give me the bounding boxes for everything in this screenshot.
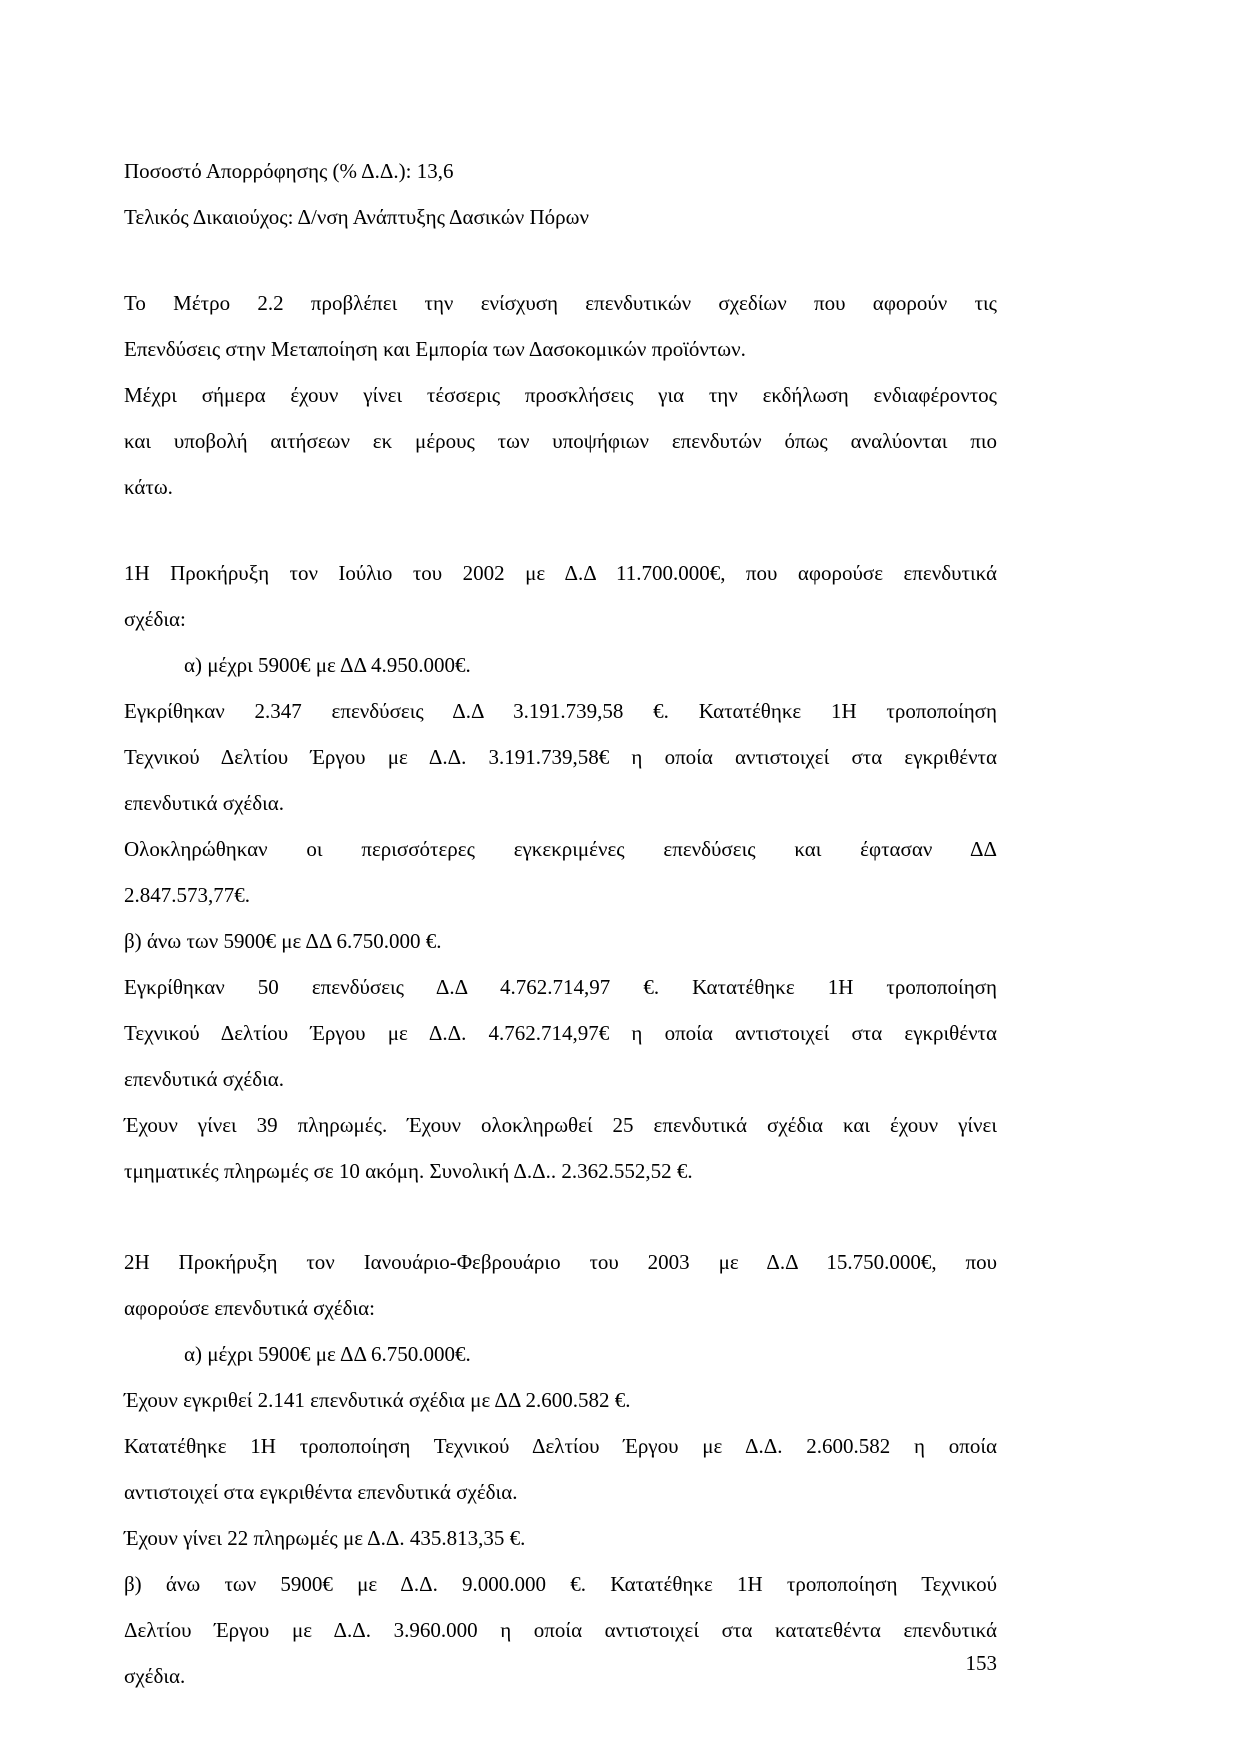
text-line: σχέδια: <box>124 607 186 631</box>
absorption-rate: Ποσοστό Απορρόφησης (% Δ.Δ.): 13,6 <box>124 159 454 183</box>
spacer <box>124 240 997 280</box>
text-line: σχέδια. <box>124 1664 186 1688</box>
text-line: 1Η Προκήρυξη τον Ιούλιο του 2002 με Δ.Δ 11.700.000€, που αφορούσε επενδυτικά <box>124 561 997 585</box>
text-line: επενδυτικά σχέδια. <box>124 1067 285 1091</box>
text-line: Ολοκληρώθηκαν οι περισσότερες εγκεκριμένες επενδύσεις και έφτασαν ΔΔ <box>124 837 997 861</box>
text-line: και υποβολή αιτήσεων εκ μέρους των υποψήφιων επενδυτών όπως αναλύονται πιο <box>124 429 997 453</box>
text-line: Εγκρίθηκαν 2.347 επενδύσεις Δ.Δ 3.191.739,58 €. Κατατέθηκε 1Η τροποποίηση <box>124 699 997 723</box>
text-line: 2.847.573,77€. <box>124 883 250 907</box>
text-line: επενδυτικά σχέδια. <box>124 791 285 815</box>
text-line: Έχουν γίνει 22 πληρωμές με Δ.Δ. 435.813,35 €. <box>124 1526 526 1550</box>
subsection-title: α) μέχρι 5900€ με ΔΔ 4.950.000€. <box>184 653 471 677</box>
spacer <box>124 1194 997 1239</box>
text-line: Επενδύσεις στην Μεταποίηση και Εμπορία των Δασοκομικών προϊόντων. <box>124 337 746 361</box>
text-line: Δελτίου Έργου με Δ.Δ. 3.960.000 η οποία αντιστοιχεί στα κατατεθέντα επενδυτικά <box>124 1618 997 1642</box>
subsection-title: β) άνω των 5900€ με ΔΔ 6.750.000 €. <box>124 929 442 953</box>
text-line: τμηματικές πληρωμές σε 10 ακόμη. Συνολική Δ.Δ.. 2.362.552,52 €. <box>124 1159 693 1183</box>
text-line: Κατατέθηκε 1Η τροποποίηση Τεχνικού Δελτίου Έργου με Δ.Δ. 2.600.582 η οποία <box>124 1434 997 1458</box>
text-line: Το Μέτρο 2.2 προβλέπει την ενίσχυση επενδυτικών σχεδίων που αφορούν τις <box>124 291 997 315</box>
intro-paragraph <box>124 280 997 510</box>
final-beneficiary: Τελικός Δικαιούχος: Δ/νση Ανάπτυξης Δασικών Πόρων <box>124 205 589 229</box>
text-line: Εγκρίθηκαν 50 επενδύσεις Δ.Δ 4.762.714,97 €. Κατατέθηκε 1Η τροποποίηση <box>124 975 997 999</box>
spacer <box>124 510 997 550</box>
text-line: αφορούσε επενδυτικά σχέδια: <box>124 1296 375 1320</box>
subsection-title: α) μέχρι 5900€ με ΔΔ 6.750.000€. <box>184 1342 471 1366</box>
text-line: Τεχνικού Δελτίου Έργου με Δ.Δ. 4.762.714,97€ η οποία αντιστοιχεί στα εγκριθέντα <box>124 1021 997 1045</box>
text-line: 2Η Προκήρυξη τον Ιανουάριο-Φεβρουάριο του 2003 με Δ.Δ 15.750.000€, που <box>124 1250 997 1274</box>
text-line: Μέχρι σήμερα έχουν γίνει τέσσερις προσκλήσεις για την εκδήλωση ενδιαφέροντος <box>124 383 997 407</box>
text-line: κάτω. <box>124 475 173 499</box>
text-line: Έχουν εγκριθεί 2.141 επενδυτικά σχέδια με ΔΔ 2.600.582 €. <box>124 1388 631 1412</box>
document-body <box>124 148 997 1699</box>
first-call-section <box>124 550 997 1194</box>
second-call-section <box>124 1239 997 1699</box>
text-line: Έχουν γίνει 39 πληρωμές. Έχουν ολοκληρωθεί 25 επενδυτικά σχέδια και έχουν γίνει <box>124 1113 997 1137</box>
page-number: 153 <box>965 1651 997 1675</box>
text-line: Τεχνικού Δελτίου Έργου με Δ.Δ. 3.191.739,58€ η οποία αντιστοιχεί στα εγκριθέντα <box>124 745 997 769</box>
text-line: β) άνω των 5900€ με Δ.Δ. 9.000.000 €. Κατατέθηκε 1Η τροποποίηση Τεχνικού <box>124 1572 997 1596</box>
text-line: αντιστοιχεί στα εγκριθέντα επενδυτικά σχέδια. <box>124 1480 518 1504</box>
